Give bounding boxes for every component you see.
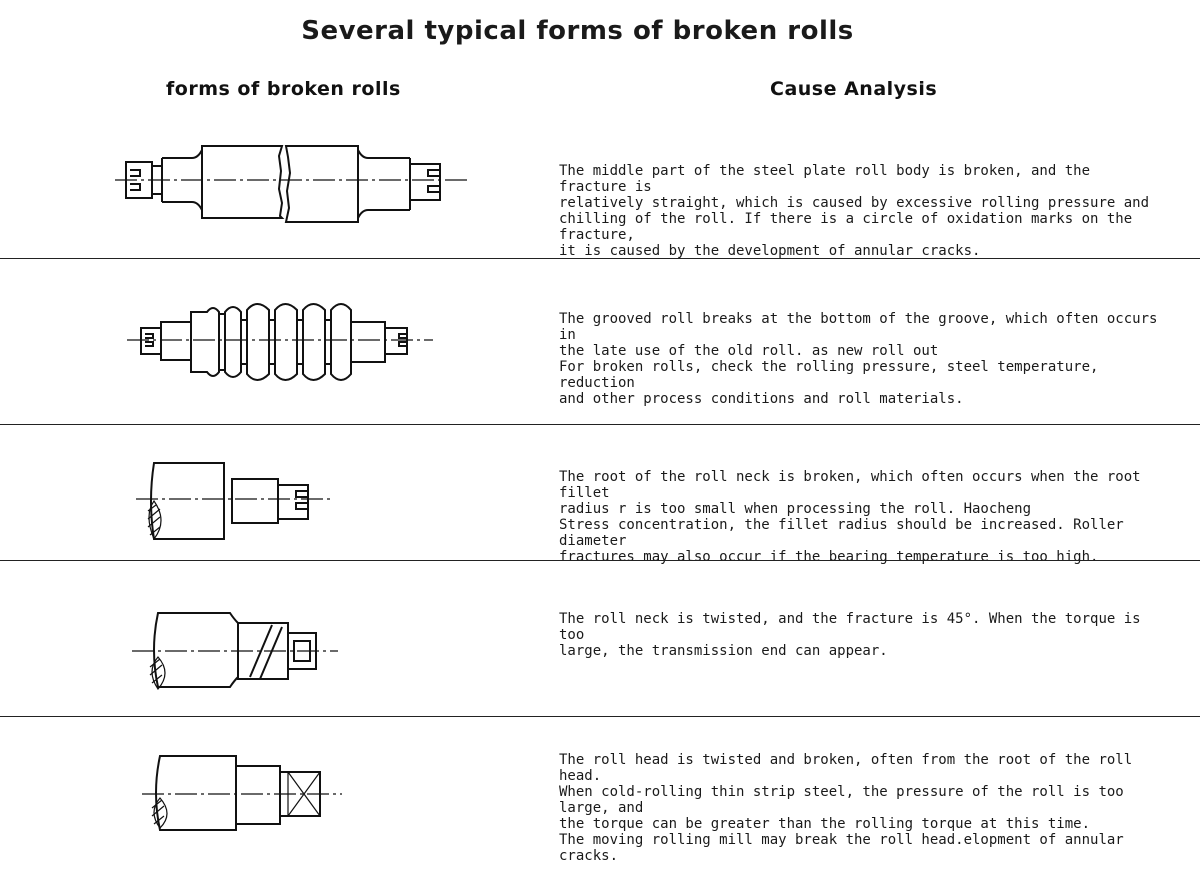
twisted-neck-icon bbox=[128, 605, 343, 697]
cause-text: The middle part of the steel plate roll body is broken, and the fracture is relatively straight, which is caused by excessive rolling pressure and chilling of the roll. If there is a circle of oxidation marks on the fracture, it is caused by the development of annular cracks. bbox=[559, 163, 1150, 259]
row-divider bbox=[0, 560, 1200, 561]
grooved-roll-icon bbox=[125, 298, 435, 383]
column-header-cause: Cause Analysis bbox=[770, 78, 938, 100]
column-header-forms: forms of broken rolls bbox=[166, 78, 401, 100]
twisted-head-icon bbox=[138, 750, 348, 836]
cause-text: The root of the roll neck is broken, which often occurs when the root fillet radius r is too small when processing the roll. Haocheng Stress concentration, the fillet radius should be increased. Roller diameter fractures may also occur if the bearing temperature is too high. bbox=[559, 469, 1141, 565]
cause-text: The grooved roll breaks at the bottom of the groove, which often occurs in the late use of the old roll. as new roll out For broken rolls, check the rolling pressure, steel temperature, reduction and other process conditions and roll materials. bbox=[559, 311, 1158, 407]
cause-text: The roll head is twisted and broken, often from the root of the roll head. When cold-rolling thin strip steel, the pressure of the roll is too large, and the torque can be greater than the rolling torque at this time. The moving rolling mill may break the roll head.elopment of annular cracks. bbox=[559, 752, 1133, 864]
broken-roll-body-icon bbox=[110, 140, 470, 225]
page-title: Several typical forms of broken rolls bbox=[301, 16, 854, 46]
row-divider bbox=[0, 258, 1200, 259]
cause-text: The roll neck is twisted, and the fracture is 45°. When the torque is too large, the transmission end can appear. bbox=[559, 611, 1141, 659]
broken-neck-root-icon bbox=[130, 455, 340, 547]
row-divider bbox=[0, 716, 1200, 717]
row-divider bbox=[0, 424, 1200, 425]
